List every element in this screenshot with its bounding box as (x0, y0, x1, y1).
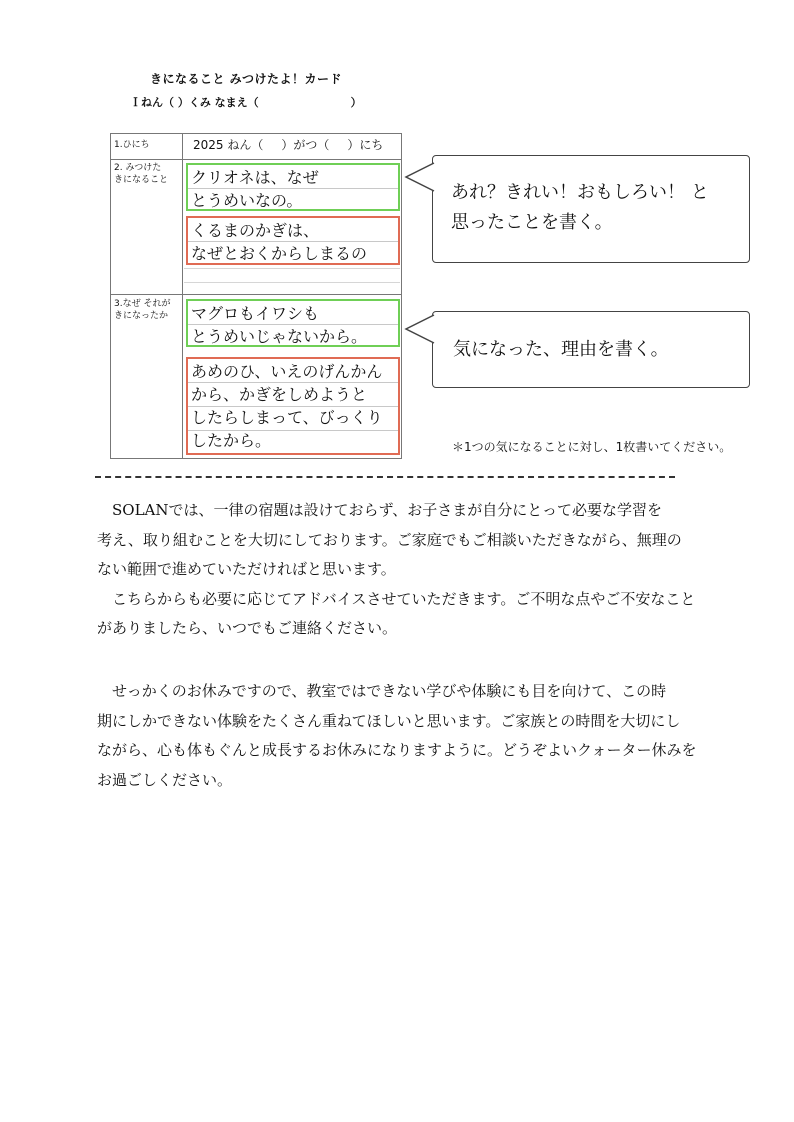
writing-line (188, 324, 398, 325)
paragraph-line: ない範囲で進めていただければと思います。 (97, 560, 396, 578)
instruction-note: ＊1つの気になることに対し、1枚書いてください。 (452, 440, 732, 454)
paragraph-line: 考え、取り組むことを大切にしております。ご家庭でもご相談いただきながら、無理の (97, 530, 682, 549)
writing-line (184, 268, 400, 269)
example-text-line: クリオネは、なぜ (191, 168, 319, 187)
paragraph-holiday (97, 677, 697, 795)
paragraph-line: せっかくのお休みですので、教室ではできない学びや体験にも目を向けて、この時 (97, 682, 667, 700)
callout-text: あれ？きれい！おもしろい！ と (451, 182, 709, 203)
example-found-red (186, 216, 400, 265)
example-reason-green (186, 299, 400, 347)
example-reason-red (186, 357, 400, 455)
paragraph-line: 期にしかできない体験をたくさん重ねてほしいと思います。ご家族との時間を大切にし (97, 711, 681, 730)
row-why-label-2: きになったか (114, 311, 169, 321)
class-name-label: Ｉねん（ ）くみ なまえ（ (130, 96, 259, 109)
paragraph-line: ながら、心も体もぐんと成長するお休みになりますように。どうぞよいクォーター休みを (97, 741, 697, 759)
writing-line (188, 188, 398, 189)
example-text-line: くるまのかぎは、 (191, 221, 320, 240)
paragraph-homework (97, 496, 697, 644)
example-text-line: したから。 (191, 431, 272, 450)
writing-line (184, 282, 400, 283)
example-found-green (186, 163, 400, 211)
example-text-line: から、かぎをしめようと (191, 385, 368, 404)
callout-pointer-icon (404, 314, 436, 344)
class-name-line (130, 94, 362, 110)
callout-pointer-icon (404, 162, 436, 192)
paragraph-line: お過ごしください。 (97, 770, 233, 789)
dashed-divider (95, 476, 675, 479)
date-month: ）がつ（ (281, 138, 330, 152)
callout-hint-reason (432, 311, 750, 388)
callout-text: 思ったことを書く。 (451, 212, 613, 233)
table-column-divider (182, 133, 183, 459)
paragraph-line: SOLANでは、一律の宿題は設けておらず、お子さまが自分にとって必要な学習を (97, 501, 662, 519)
date-day: ）にち (347, 138, 384, 152)
row-date-label: 1.ひにち (114, 140, 150, 150)
writing-line (188, 430, 398, 431)
paragraph-line: がありましたら、いつでもご連絡ください。 (97, 619, 398, 637)
writing-line (188, 241, 398, 242)
example-text-line: したらしまって、びっくり (191, 408, 383, 427)
paragraph-line: こちらからも必要に応じてアドバイスさせていただきます。ご不明な点やご不安なこと (97, 589, 696, 608)
row-why-label-1: 3.なぜ それが (114, 299, 171, 309)
row-find-label-1: 2. みつけた (114, 163, 162, 173)
writing-line (188, 406, 398, 407)
callout-text: 気になった、理由を書く。 (453, 339, 669, 360)
table-row-divider (110, 294, 402, 295)
example-text-line: マグロもイワシも (191, 304, 320, 323)
writing-line (188, 382, 398, 383)
row-find-label-2: きになること (114, 175, 169, 185)
date-row (193, 136, 383, 153)
example-text-line: とうめいじゃないから。 (191, 327, 368, 346)
example-text-line: あめのひ、いえのげんかん (191, 362, 383, 381)
date-year: 2025 ねん（ (193, 138, 264, 152)
callout-hint-find (432, 155, 750, 263)
example-text-line: なぜとおくからしまるの (191, 244, 368, 263)
example-text-line: とうめいなの。 (191, 191, 303, 210)
table-row-divider (110, 159, 402, 160)
name-close-paren: ） (350, 96, 362, 109)
card-title: きになること みつけたよ！カード (150, 72, 342, 86)
